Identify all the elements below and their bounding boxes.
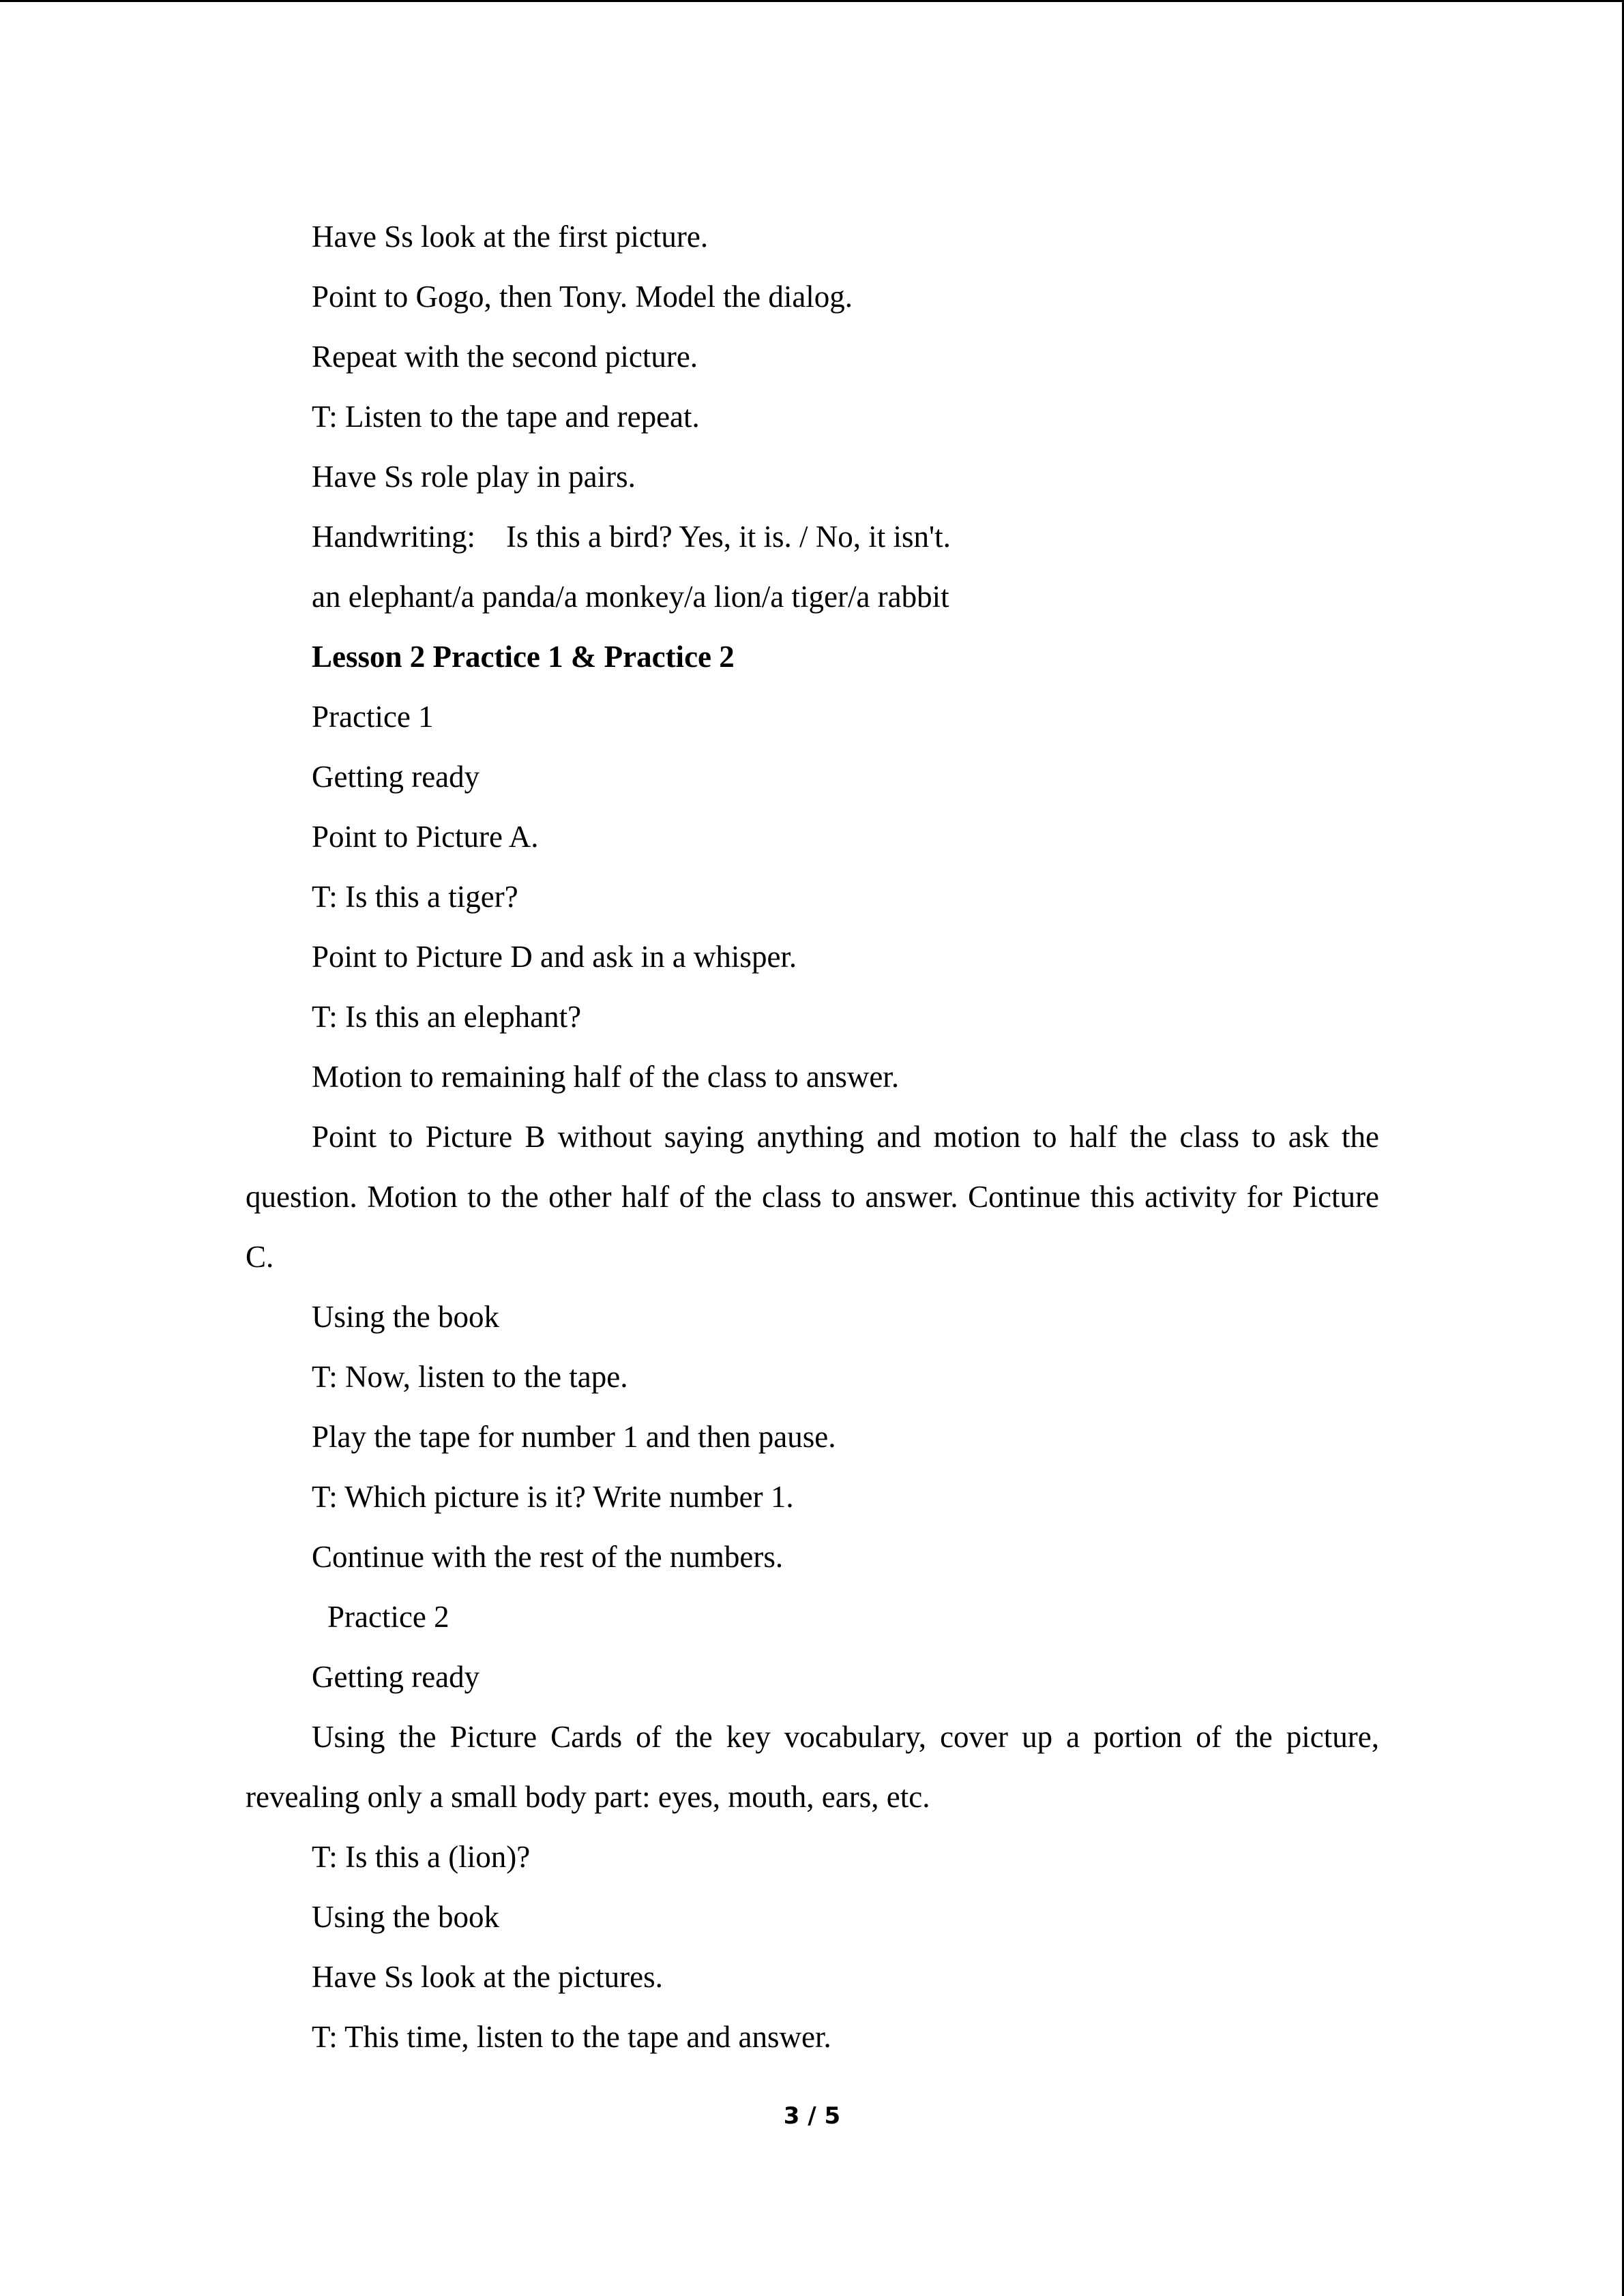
- practice2-paragraph: Using the Picture Cards of the key vocabulary, cover up a portion of the picture, revealing only a small body part: eyes, mouth, ears, etc.: [246, 1720, 1379, 1814]
- text-line: Point to Picture A.: [312, 820, 539, 854]
- text-line: Repeat with the second picture.: [312, 340, 698, 374]
- practice1-title: Practice 1: [312, 700, 434, 734]
- text-line: Play the tape for number 1 and then pause.: [312, 1420, 836, 1454]
- practice1-using-book: Using the book: [312, 1300, 499, 1334]
- text-line: Have Ss role play in pairs.: [312, 460, 636, 494]
- text-line: T: Now, listen to the tape.: [312, 1360, 628, 1394]
- text-line: Continue with the rest of the numbers.: [312, 1540, 784, 1574]
- text-line: T: Is this an elephant?: [312, 1000, 582, 1034]
- section-heading: Lesson 2 Practice 1 & Practice 2: [312, 640, 735, 674]
- practice2-getting-ready: Getting ready: [312, 1660, 480, 1694]
- practice1-getting-ready: Getting ready: [312, 760, 480, 794]
- text-line: Have Ss look at the pictures.: [312, 1960, 663, 1994]
- handwriting-line: Handwriting: Is this a bird? Yes, it is. / No, it isn't.: [312, 520, 951, 554]
- vocabulary-line: an elephant/a panda/a monkey/a lion/a tiger/a rabbit: [312, 580, 949, 614]
- text-line: T: Listen to the tape and repeat.: [312, 400, 700, 434]
- text-line: Have Ss look at the first picture.: [312, 220, 709, 254]
- practice1-paragraph: Point to Picture B without saying anything and motion to half the class to ask the question. Motion to the other half of the class to answer. Continue this activity for Picture C.: [246, 1120, 1379, 1274]
- text-line: Point to Gogo, then Tony. Model the dialog.: [312, 280, 853, 314]
- text-line: T: Is this a tiger?: [312, 880, 518, 914]
- text-line: T: Which picture is it? Write number 1.: [312, 1480, 794, 1514]
- practice2-using-book: Using the book: [312, 1900, 499, 1934]
- text-line: T: Is this a (lion)?: [312, 1840, 531, 1874]
- page-number: 3 / 5: [783, 2102, 841, 2130]
- practice2-title: Practice 2: [327, 1600, 449, 1634]
- text-line: T: This time, listen to the tape and answer.: [312, 2020, 831, 2054]
- text-line: Point to Picture D and ask in a whisper.: [312, 940, 797, 974]
- text-line: Motion to remaining half of the class to answer.: [312, 1060, 900, 1094]
- document-body: [246, 207, 1379, 2067]
